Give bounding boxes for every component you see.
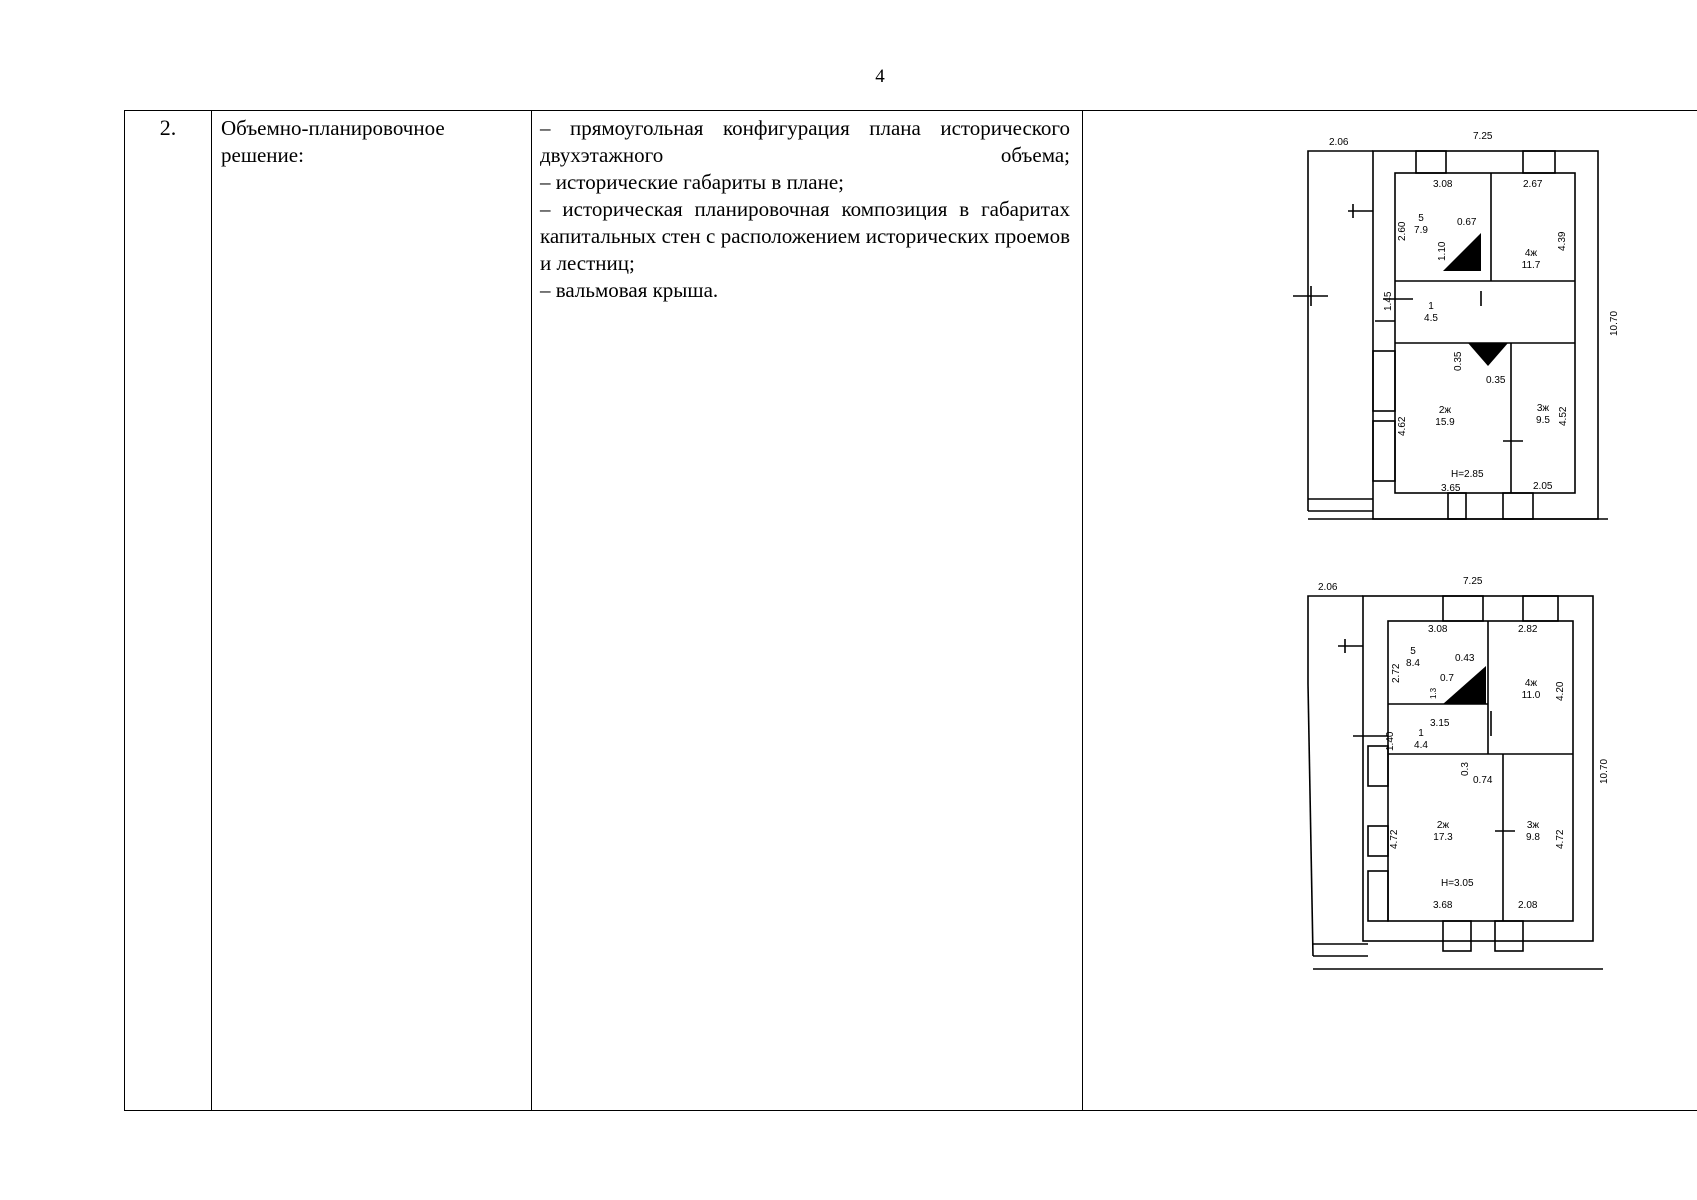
first-floor-plan <box>1233 121 1697 541</box>
stair-symbol <box>1468 343 1508 366</box>
dim-annex-width: 2.06 <box>1318 582 1338 593</box>
room-number: 1 <box>1428 301 1434 312</box>
dim-label: 4.72 <box>1389 829 1400 849</box>
room-number: 1 <box>1418 728 1424 739</box>
room-area: 7.9 <box>1414 225 1428 236</box>
dim-label: 3.08 <box>1433 179 1453 190</box>
dim-label: 3.15 <box>1430 718 1450 729</box>
outer-wall <box>1373 151 1598 519</box>
row-title: Объемно-планировочное решение: <box>212 111 532 1111</box>
room-area: 11.0 <box>1521 690 1541 701</box>
room-area: 9.5 <box>1536 415 1550 426</box>
dim-label: 2.08 <box>1518 900 1538 911</box>
dim-label: 1.45 <box>1383 291 1394 311</box>
room-number: 5 <box>1418 213 1424 224</box>
list-item: – прямоугольная конфигурация плана исторического двухэтажного объема; <box>540 116 1070 167</box>
dim-label: 1.10 <box>1437 241 1448 261</box>
room-number: 4ж <box>1524 248 1538 259</box>
annex-wall <box>1308 151 1373 249</box>
dim-label: 1.3 <box>1429 687 1438 699</box>
dim-label: 0.43 <box>1455 653 1475 664</box>
dim-label: 2.82 <box>1518 624 1538 635</box>
room-area: 8.4 <box>1406 658 1420 669</box>
dim-label: 3.68 <box>1433 900 1453 911</box>
dim-total-width: 7.25 <box>1473 131 1493 142</box>
row-number: 2. <box>125 111 212 1111</box>
dim-label: 0.3 <box>1460 762 1471 776</box>
room-number: 4ж <box>1524 678 1538 689</box>
dim-total-depth: 10.70 <box>1609 310 1620 336</box>
room-area: 15.9 <box>1435 417 1455 428</box>
outer-wall <box>1363 596 1593 941</box>
list-item: – исторические габариты в плане; <box>540 170 844 194</box>
page-number: 4 <box>875 66 885 87</box>
dim-label: 0.35 <box>1486 375 1506 386</box>
stair-symbol <box>1443 666 1486 704</box>
dim-label: 2.60 <box>1397 221 1408 241</box>
dim-label: 4.39 <box>1557 231 1568 251</box>
dim-label: 4.52 <box>1558 406 1569 426</box>
dim-label: 4.20 <box>1555 681 1566 701</box>
dim-label: 1.40 <box>1385 731 1396 751</box>
room-number: 3ж <box>1536 403 1550 414</box>
dim-label: 0.7 <box>1440 673 1454 684</box>
room-area: 11.7 <box>1521 260 1541 271</box>
dim-label: 4.72 <box>1555 829 1566 849</box>
room-number: 3ж <box>1526 820 1540 831</box>
list-item: – вальмовая крыша. <box>540 278 719 302</box>
list-item: – историческая планировочная композиция в габаритах капитальных стен с расположением исторических проемов и лестниц; <box>540 197 1070 275</box>
room-number: 2ж <box>1438 405 1452 416</box>
dim-label: 3.65 <box>1441 483 1461 494</box>
dim-label: 2.72 <box>1391 663 1402 683</box>
floor-plans-cell <box>1083 111 1697 1111</box>
dim-label: 3.08 <box>1428 624 1448 635</box>
dim-annex-width: 2.06 <box>1329 137 1349 148</box>
room-area: 4.4 <box>1414 740 1428 751</box>
dim-label: 4.62 <box>1397 416 1408 436</box>
stair-symbol <box>1443 233 1481 271</box>
dim-total-width: 7.25 <box>1463 576 1483 587</box>
height-label: H=3.05 <box>1441 878 1474 889</box>
table-row <box>125 111 1697 1111</box>
room-area: 17.3 <box>1433 832 1453 843</box>
dim-label: 2.67 <box>1523 179 1543 190</box>
second-floor-plan <box>1233 566 1697 1006</box>
dim-total-depth: 10.70 <box>1599 758 1610 784</box>
room-number: 2ж <box>1436 820 1450 831</box>
room-number: 5 <box>1410 646 1416 657</box>
room-area: 4.5 <box>1424 313 1438 324</box>
requirements-list <box>532 111 1083 1111</box>
dim-label: 0.67 <box>1457 217 1477 228</box>
dim-label: 2.05 <box>1533 481 1553 492</box>
dim-label: 0.35 <box>1453 351 1464 371</box>
room-area: 9.8 <box>1526 832 1540 843</box>
height-label: H=2.85 <box>1451 469 1484 480</box>
requirements-table <box>124 110 1697 1111</box>
dim-label: 0.74 <box>1473 775 1493 786</box>
